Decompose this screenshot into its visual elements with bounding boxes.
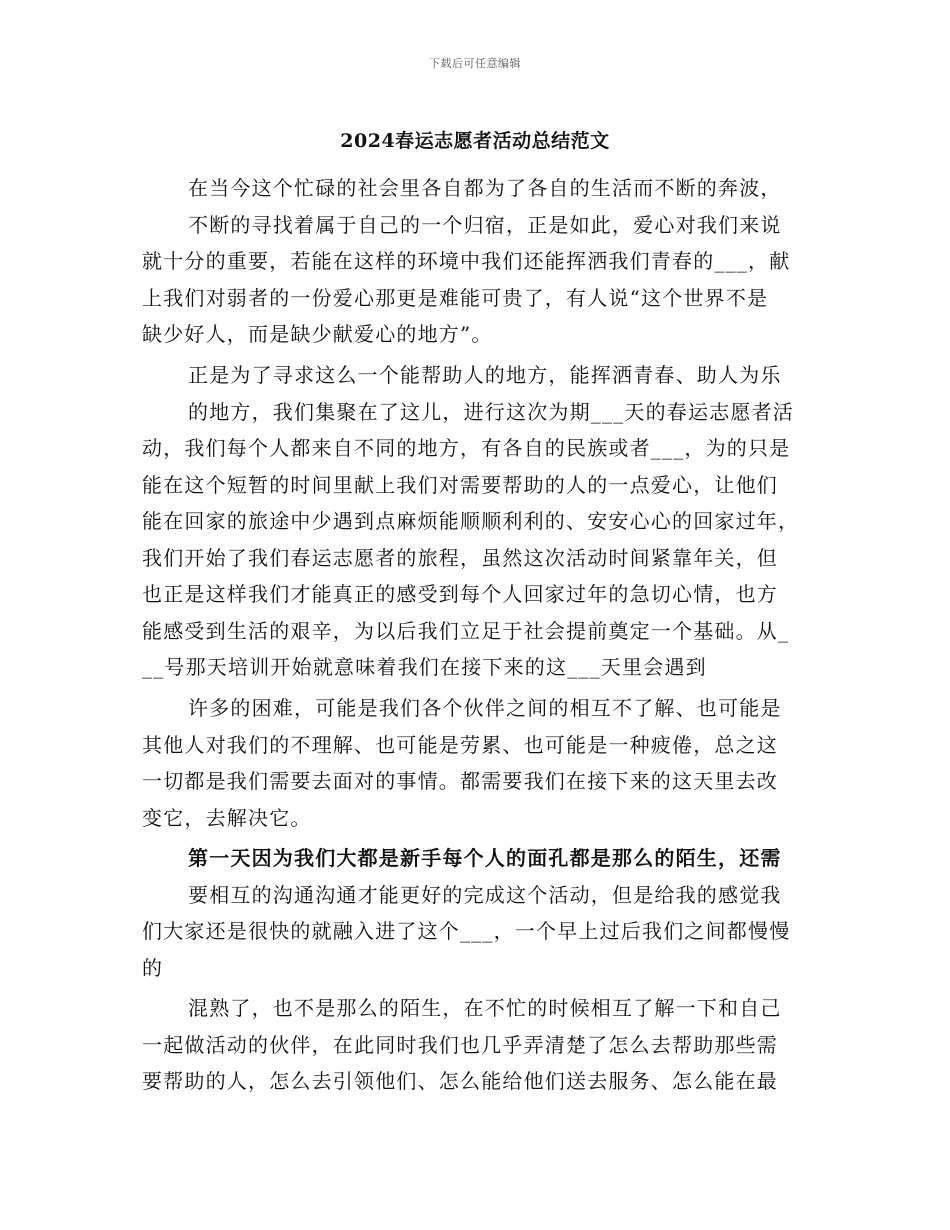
paragraph-line: 的地方，我们集聚在了这儿，进行这次为期___天的春运志愿者活	[188, 400, 794, 424]
paragraph-line: 能感受到生活的艰辛，为以后我们立足于社会提前奠定一个基础。从_	[142, 619, 790, 643]
document-title: 2024春运志愿者活动总结范文	[340, 130, 610, 152]
paragraph-line-bold: 第一天因为我们大都是新手每个人的面孔都是那么的陌生，还需	[188, 846, 782, 870]
paragraph-line: 动，我们每个人都来自不同的地方，有各自的民族或者___，为的只是	[142, 436, 791, 460]
paragraph-line: 也正是这样我们才能真正的感受到每个人回家过年的急切心情，也方	[142, 582, 778, 606]
paragraph-line: 我们开始了我们春运志愿者的旅程，虽然这次活动时间紧靠年关，但	[142, 546, 778, 570]
paragraph-line: 在当今这个忙碌的社会里各自都为了各自的生活而不断的奔波，	[188, 176, 782, 200]
paragraph-line: 要帮助的人，怎么去引领他们、怎么能给他们送去服务、怎么能在最	[142, 1069, 778, 1093]
paragraph-line: 能在回家的旅途中少遇到点麻烦能顺顺利利的、安安心心的回家过年，	[142, 509, 800, 533]
paragraph-line: 混熟了，也不是那么的陌生，在不忙的时候相互了解一下和自己	[188, 996, 782, 1020]
paragraph-line: 变它，去解决它。	[142, 806, 312, 830]
paragraph-line: 的	[142, 956, 164, 980]
paragraph-line: 能在这个短暂的时间里献上我们对需要帮助的人的一点爱心，让他们	[142, 473, 778, 497]
paragraph-line: 缺少好人，而是缺少献爱心的地方”。	[142, 322, 493, 346]
paragraph-line: 许多的困难，可能是我们各个伙伴之间的相互不了解、也可能是	[188, 696, 782, 720]
paragraph-line: 一起做活动的伙伴，在此同时我们也几乎弄清楚了怎么去帮助那些需	[142, 1033, 778, 1057]
paragraph-line: 其他人对我们的不理解、也可能是劳累、也可能是一种疲倦，总之这	[142, 733, 778, 757]
paragraph-line: 正是为了寻求这么一个能帮助人的地方，能挥洒青春、助人为乐	[188, 363, 782, 387]
paragraph-line: 一切都是我们需要去面对的事情。都需要我们在接下来的这天里去改	[142, 769, 778, 793]
paragraph-line: 就十分的重要，若能在这样的环境中我们还能挥洒我们青春的___，献	[142, 249, 791, 273]
header-note: 下载后可任意编辑	[429, 57, 521, 70]
paragraph-line: 上我们对弱者的一份爱心那更是难能可贵了，有人说“这个世界不是	[142, 286, 769, 310]
paragraph-line: 们大家还是很快的就融入进了这个___，一个早上过后我们之间都慢慢	[142, 919, 791, 943]
paragraph-line: 要相互的沟通沟通才能更好的完成这个活动，但是给我的感觉我	[188, 883, 782, 907]
paragraph-line: __号那天培训开始就意味着我们在接下来的这___天里会遇到	[142, 655, 707, 679]
paragraph-line: 不断的寻找着属于自己的一个归宿，正是如此，爱心对我们来说	[188, 213, 782, 237]
